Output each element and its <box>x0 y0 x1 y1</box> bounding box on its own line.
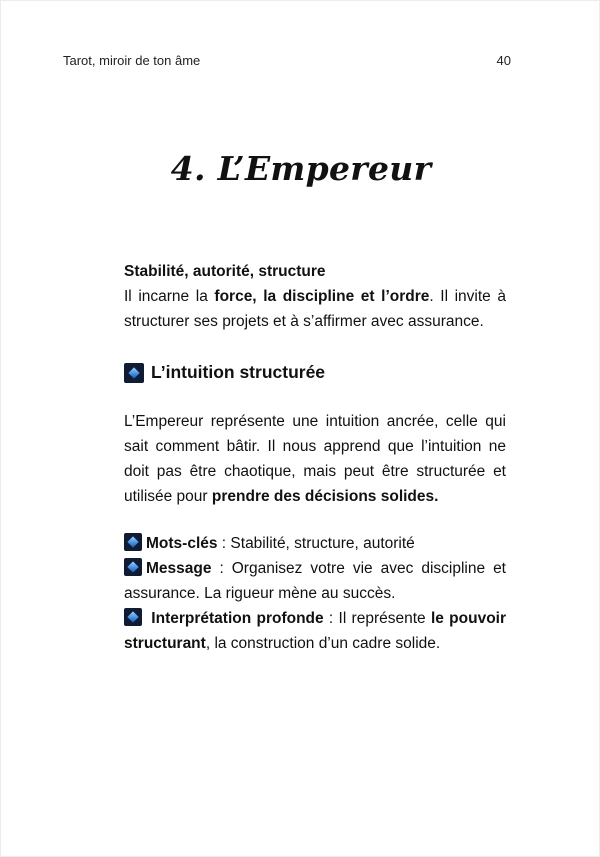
message-text: : Organisez votre vie avec discipline et assurance. La rigueur mène au succès. <box>124 560 506 602</box>
intro-paragraph <box>124 284 506 334</box>
intro-bold-text: force, la discipline et l’ordre <box>214 288 430 305</box>
chapter-title: 4. L’Empereur <box>170 149 432 188</box>
message-item <box>124 556 506 606</box>
interpretation-text-2: , la construction d’un cadre solide. <box>205 635 441 652</box>
intro-subtitle: Stabilité, autorité, structure <box>124 263 326 280</box>
intro-text-2: . Il invite à structurer ses projets et à s’affirmer avec assurance. <box>124 288 507 330</box>
interpretation-bold-text: le pouvoir structurant <box>124 610 506 652</box>
section-text: L’Empereur représente une intuition ancrée, celle qui sait comment bâtir. Il nous apprend que l’intuition ne doit pas être chaotique, mais peut être structurée et utilisée pour <box>124 413 506 505</box>
chapter-body <box>124 259 506 656</box>
section-bold-text: prendre des décisions solides. <box>211 488 439 505</box>
page-number: 40 <box>496 53 511 68</box>
section-heading <box>124 360 506 385</box>
keywords-label: Mots-clés <box>146 535 218 552</box>
blue-diamond-icon <box>124 558 142 576</box>
book-title: Tarot, miroir de ton âme <box>63 53 201 68</box>
interpretation-item <box>124 606 506 656</box>
interpretation-label: Interprétation profonde <box>151 610 324 627</box>
running-header <box>63 53 511 68</box>
section-paragraph <box>124 409 506 509</box>
message-label: Message <box>146 560 212 577</box>
blue-diamond-icon <box>124 608 142 626</box>
keywords-item <box>124 531 506 556</box>
blue-diamond-icon <box>124 533 142 551</box>
interpretation-text-1: : Il représente <box>323 610 431 627</box>
intro-text-1: Il incarne la <box>124 288 215 305</box>
blue-diamond-icon <box>124 363 144 383</box>
section-heading-text: L’intuition structurée <box>151 362 326 382</box>
keywords-text: : Stabilité, structure, autorité <box>217 535 415 552</box>
